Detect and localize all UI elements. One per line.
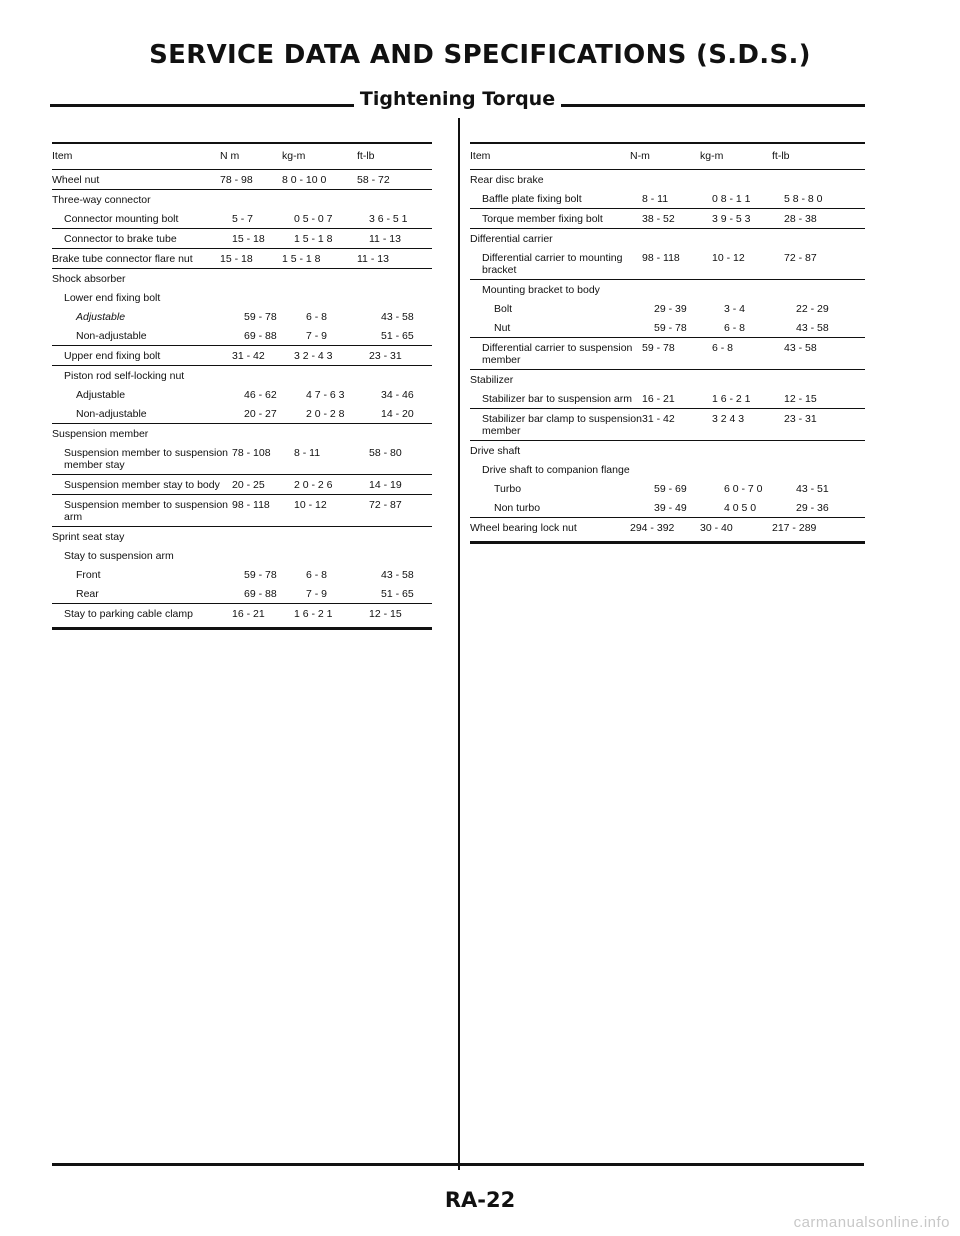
row-value-kgm: 2 0 - 2 6 (294, 479, 333, 491)
row-item-label: Drive shaft (470, 445, 521, 457)
row-value-ftlb (357, 194, 427, 206)
row-value-nm: 59 - 69 (654, 483, 687, 495)
row-value-ftlb: 51 - 65 (381, 588, 414, 600)
table-row (52, 189, 432, 209)
row-item-label: Mounting bracket to body (482, 284, 600, 296)
row-item-label: Stay to suspension arm (64, 550, 174, 562)
row-value-kgm: 1 6 - 2 1 (712, 393, 751, 405)
table-row (470, 517, 865, 537)
row-item-label: Three-way connector (52, 194, 151, 206)
row-value-ftlb: 3 6 - 5 1 (369, 213, 408, 225)
table-body (470, 170, 865, 537)
table-row (470, 408, 865, 440)
table-row (52, 423, 432, 443)
row-value-nm (642, 284, 712, 296)
row-value-ftlb: 23 - 31 (784, 413, 817, 425)
row-value-ftlb (357, 531, 427, 543)
row-item-label: Connector mounting bolt (64, 213, 179, 225)
row-value-ftlb: 28 - 38 (784, 213, 817, 225)
table-row (52, 494, 432, 526)
table-row (470, 228, 865, 248)
row-value-ftlb (772, 174, 842, 186)
row-value-kgm: 1 5 - 1 8 (294, 233, 333, 245)
row-item-label: Sprint seat stay (52, 531, 125, 543)
table-row (52, 565, 432, 584)
row-value-kgm: 6 - 8 (306, 311, 328, 323)
table-row (52, 385, 432, 404)
column-divider (458, 118, 460, 1170)
row-value-nm: 20 - 27 (244, 408, 277, 420)
section-heading-text: Tightening Torque (354, 88, 561, 110)
row-item-label: Lower end fixing bolt (64, 292, 161, 304)
table-row (470, 279, 865, 299)
row-value-kgm: 4 0 5 0 (724, 502, 757, 514)
row-value-ftlb: 11 - 13 (369, 233, 401, 245)
row-value-ftlb: 23 - 31 (369, 350, 402, 362)
row-value-nm (630, 374, 700, 386)
row-value-nm: 29 - 39 (654, 303, 687, 315)
row-value-kgm: 30 - 40 (700, 522, 733, 534)
table-row (470, 389, 865, 408)
row-value-ftlb (369, 292, 439, 304)
row-item-label: Adjustable (76, 311, 126, 323)
table-row (52, 443, 432, 474)
header-kgm: kg-m (282, 150, 306, 162)
table-row (52, 268, 432, 288)
row-item-label: Suspension member stay to body (64, 479, 220, 491)
row-value-kgm (294, 550, 369, 562)
table-row (52, 546, 432, 565)
row-value-nm: 294 - 392 (630, 522, 675, 534)
row-item-label: Differential carrier to suspension member (482, 342, 633, 366)
table-row (52, 248, 432, 268)
row-item-label: Non-adjustable (76, 330, 147, 342)
row-value-kgm: 10 - 12 (294, 499, 327, 511)
row-value-kgm: 4 7 - 6 3 (306, 389, 345, 401)
row-value-nm: 46 - 62 (244, 389, 277, 401)
row-item-label: Differential carrier (470, 233, 553, 245)
table-row (52, 474, 432, 494)
row-value-nm (232, 370, 294, 382)
row-value-kgm: 6 - 8 (712, 342, 734, 354)
row-value-nm: 69 - 88 (244, 588, 277, 600)
right-torque-table (470, 142, 865, 544)
row-value-kgm: 3 - 4 (724, 303, 746, 315)
row-value-kgm: 6 - 8 (724, 322, 746, 334)
row-value-kgm: 7 - 9 (306, 588, 328, 600)
row-item-label: Non turbo (494, 502, 541, 514)
row-value-nm: 5 - 7 (232, 213, 254, 225)
table-row (52, 170, 432, 189)
row-value-ftlb (357, 273, 427, 285)
table-row (52, 404, 432, 423)
row-item-label: Stabilizer bar to suspension arm (482, 393, 632, 405)
table-row (470, 440, 865, 460)
header-item: Item (52, 150, 73, 162)
table-row (52, 288, 432, 307)
row-value-kgm: 8 - 11 (294, 447, 321, 459)
row-value-ftlb (772, 233, 842, 245)
row-value-kgm (700, 174, 772, 186)
left-torque-table (52, 142, 432, 630)
row-value-kgm (700, 445, 772, 457)
table-row (52, 307, 432, 326)
table-row (52, 228, 432, 248)
row-value-nm: 78 - 98 (220, 174, 253, 186)
row-item-label: Rear disc brake (470, 174, 544, 186)
row-value-nm: 20 - 25 (232, 479, 265, 491)
row-value-nm (220, 194, 282, 206)
row-value-kgm (282, 531, 357, 543)
row-item-label: Stay to parking cable clamp (64, 608, 193, 620)
row-item-label: Baffle plate fixing bolt (482, 193, 582, 205)
row-value-kgm (282, 273, 357, 285)
page-number: RA-22 (444, 1188, 516, 1212)
footer-rule (52, 1163, 864, 1166)
table-row (470, 460, 865, 479)
row-value-nm: 69 - 88 (244, 330, 277, 342)
header-ftlb: ft-lb (772, 150, 790, 162)
table-row (470, 479, 865, 498)
table-row (52, 365, 432, 385)
table-header (470, 144, 865, 170)
row-value-nm: 31 - 42 (232, 350, 265, 362)
table-row (470, 318, 865, 337)
row-value-ftlb: 14 - 20 (381, 408, 414, 420)
row-value-nm (642, 464, 712, 476)
row-value-nm (630, 445, 700, 457)
row-value-kgm: 0 8 - 1 1 (712, 193, 751, 205)
row-value-ftlb: 43 - 58 (796, 322, 829, 334)
table-bottom-rule (52, 627, 432, 630)
row-value-ftlb: 34 - 46 (381, 389, 414, 401)
row-value-ftlb (772, 445, 842, 457)
row-item-label: Front (76, 569, 101, 581)
table-row (470, 337, 865, 369)
row-item-label: Upper end fixing bolt (64, 350, 161, 362)
row-value-nm (232, 292, 294, 304)
row-value-nm: 8 - 11 (642, 193, 669, 205)
row-value-ftlb: 43 - 51 (796, 483, 829, 495)
table-bottom-rule (470, 541, 865, 544)
header-kgm: kg-m (700, 150, 724, 162)
section-heading (50, 88, 865, 114)
row-value-kgm: 1 6 - 2 1 (294, 608, 333, 620)
row-value-nm (220, 428, 282, 440)
row-value-kgm (282, 428, 357, 440)
row-value-kgm (700, 374, 772, 386)
row-value-nm: 59 - 78 (642, 342, 675, 354)
row-item-label: Wheel nut (52, 174, 100, 186)
row-value-ftlb: 72 - 87 (784, 252, 817, 264)
row-value-ftlb (784, 464, 854, 476)
table-header (52, 144, 432, 170)
row-value-ftlb: 29 - 36 (796, 502, 829, 514)
row-value-kgm: 3 2 - 4 3 (294, 350, 333, 362)
row-value-ftlb (784, 284, 854, 296)
table-row (470, 299, 865, 318)
row-item-label: Rear (76, 588, 99, 600)
row-value-nm: 98 - 118 (232, 499, 270, 511)
row-value-ftlb: 217 - 289 (772, 522, 817, 534)
row-value-nm: 38 - 52 (642, 213, 675, 225)
row-value-nm: 59 - 78 (244, 569, 277, 581)
page-title: SERVICE DATA AND SPECIFICATIONS (S.D.S.) (149, 40, 811, 70)
table-row (52, 526, 432, 546)
row-value-ftlb (357, 428, 427, 440)
row-value-kgm: 3 9 - 5 3 (712, 213, 751, 225)
row-value-kgm: 0 5 - 0 7 (294, 213, 333, 225)
row-value-kgm (282, 194, 357, 206)
table-row (470, 208, 865, 228)
row-item-label: Connector to brake tube (64, 233, 177, 245)
row-value-kgm (712, 284, 784, 296)
table-row (52, 584, 432, 603)
row-value-kgm: 1 5 - 1 8 (282, 253, 321, 265)
header-item: Item (470, 150, 491, 162)
row-item-label: Brake tube connector flare nut (52, 253, 193, 265)
row-value-ftlb: 58 - 80 (369, 447, 402, 459)
row-value-ftlb: 43 - 58 (381, 311, 414, 323)
row-value-ftlb (369, 370, 439, 382)
row-item-label: Turbo (494, 483, 522, 495)
row-value-nm (630, 174, 700, 186)
table-body (52, 170, 432, 623)
row-item-label: Wheel bearing lock nut (470, 522, 577, 534)
row-value-ftlb: 58 - 72 (357, 174, 390, 186)
row-value-ftlb (772, 374, 842, 386)
row-item-label: Stabilizer (470, 374, 514, 386)
row-value-ftlb: 5 8 - 8 0 (784, 193, 823, 205)
table-row (52, 345, 432, 365)
row-item-label: Piston rod self-locking nut (64, 370, 185, 382)
row-item-label: Suspension member to suspension member stay (64, 447, 229, 471)
row-value-kgm: 7 - 9 (306, 330, 328, 342)
table-row (470, 369, 865, 389)
row-value-kgm (294, 292, 369, 304)
row-value-nm: 15 - 18 (232, 233, 265, 245)
row-item-label: Torque member fixing bolt (482, 213, 603, 225)
row-item-label: Stabilizer bar clamp to suspension member (482, 413, 642, 437)
row-item-label: Differential carrier to mounting bracket (482, 252, 623, 276)
row-value-nm: 59 - 78 (654, 322, 687, 334)
row-value-nm (630, 233, 700, 245)
row-value-nm: 59 - 78 (244, 311, 277, 323)
row-value-ftlb: 12 - 15 (784, 393, 817, 405)
row-item-label: Adjustable (76, 389, 126, 401)
table-row (470, 189, 865, 208)
row-value-ftlb: 72 - 87 (369, 499, 402, 511)
row-value-kgm (294, 370, 369, 382)
row-item-label: Non-adjustable (76, 408, 147, 420)
row-value-kgm (712, 464, 784, 476)
row-value-ftlb: 51 - 65 (381, 330, 414, 342)
row-value-nm: 15 - 18 (220, 253, 253, 265)
row-value-kgm (700, 233, 772, 245)
row-value-nm (232, 550, 294, 562)
row-item-label: Suspension member (52, 428, 149, 440)
row-item-label: Bolt (494, 303, 513, 315)
table-row (470, 498, 865, 517)
row-value-kgm: 2 0 - 2 8 (306, 408, 345, 420)
row-item-label: Shock absorber (52, 273, 126, 285)
row-value-ftlb (369, 550, 439, 562)
watermark: carmanualsonline.info (793, 1214, 950, 1231)
row-value-ftlb: 14 - 19 (369, 479, 402, 491)
table-row (52, 603, 432, 623)
row-value-nm (220, 273, 282, 285)
row-value-kgm: 6 0 - 7 0 (724, 483, 763, 495)
table-row (470, 170, 865, 189)
row-value-kgm: 10 - 12 (712, 252, 745, 264)
row-value-nm: 98 - 118 (642, 252, 680, 264)
row-value-nm: 78 - 108 (232, 447, 271, 459)
row-item-label: Drive shaft to companion flange (482, 464, 630, 476)
row-value-nm (220, 531, 282, 543)
row-value-ftlb: 43 - 58 (381, 569, 414, 581)
row-item-label: Suspension member to suspension arm (64, 499, 229, 523)
table-row (52, 326, 432, 345)
row-value-kgm: 6 - 8 (306, 569, 328, 581)
row-value-kgm: 8 0 - 10 0 (282, 174, 327, 186)
table-row (52, 209, 432, 228)
row-value-ftlb: 12 - 15 (369, 608, 402, 620)
header-ftlb: ft-lb (357, 150, 375, 162)
header-nm: N-m (630, 150, 650, 162)
table-row (470, 248, 865, 279)
row-value-ftlb: 22 - 29 (796, 303, 829, 315)
row-value-nm: 31 - 42 (642, 413, 675, 425)
row-value-nm: 16 - 21 (232, 608, 265, 620)
row-value-ftlb: 43 - 58 (784, 342, 817, 354)
row-value-kgm: 3 2 4 3 (712, 413, 745, 425)
row-item-label: Nut (494, 322, 511, 334)
row-value-ftlb: 11 - 13 (357, 253, 389, 265)
header-nm: N m (220, 150, 240, 162)
row-value-nm: 16 - 21 (642, 393, 675, 405)
row-value-nm: 39 - 49 (654, 502, 687, 514)
